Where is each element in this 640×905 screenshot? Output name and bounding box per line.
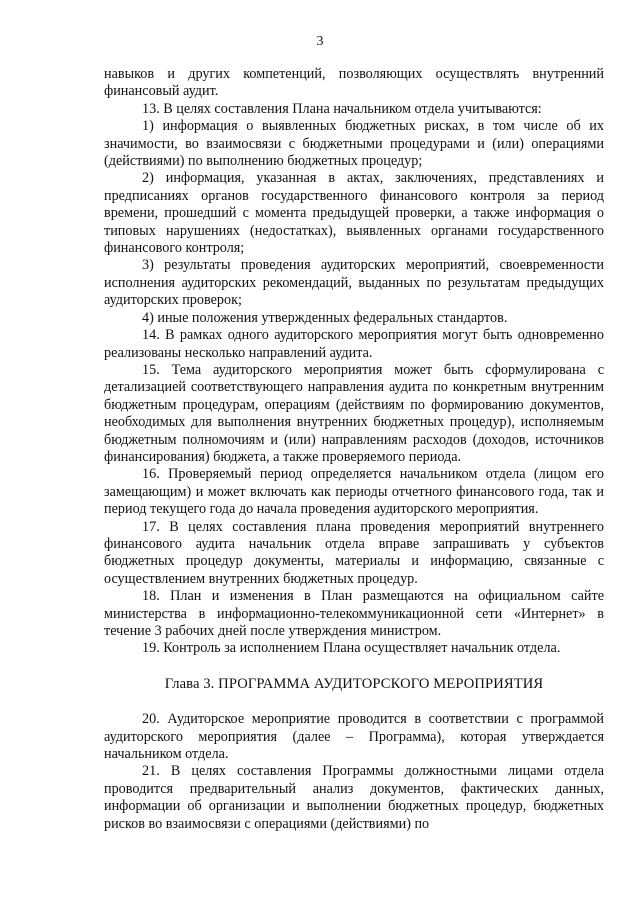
- paragraph-17: 17. В целях составления плана проведения мероприятий внутреннего финансового аудита начальник отдела вправе запрашивать у субъектов бюджетных процедур документы, материалы и информацию, связанные с осуществлением внутренних бюджетных процедур.: [104, 518, 604, 587]
- page-number: 3: [316, 34, 324, 49]
- paragraph-12-continuation: навыков и других компетенций, позволяющих осуществлять внутренний финансовый аудит.: [104, 66, 604, 100]
- paragraph-20: 20. Аудиторское мероприятие проводится в соответствии с программой аудиторского мероприятия (далее – Программа), которая утверждается начальником отдела.: [104, 711, 604, 763]
- paragraph-15: 15. Тема аудиторского мероприятия может быть сформулирована с детализацией соответствующего направления аудита по конкретным внутренним бюджетным процедурам, операциям (действиям по формированию документов, необходимых для выполнения внутренних бюджетных процедур), исполняемым бюджетным полномочиям и (или) направлениям расходов (доходов, источников финансирования) бюджета, а также проверяемого периода.: [104, 361, 604, 465]
- paragraph-19: 19. Контроль за исполнением Плана осуществляет начальник отдела.: [142, 640, 561, 657]
- document-body: [104, 66, 604, 833]
- paragraph-13-item-4: 4) иные положения утвержденных федеральных стандартов.: [142, 309, 508, 326]
- chapter-heading: Глава 3. ПРОГРАММА АУДИТОРСКОГО МЕРОПРИЯТИЯ: [164, 675, 544, 692]
- paragraph-13: 13. В целях составления Плана начальником отдела учитываются:: [142, 100, 542, 117]
- paragraph-13-item-1: 1) информация о выявленных бюджетных рисках, в том числе об их значимости, во взаимосвязи с бюджетными процедурами и (или) операциями (действиями) по выполнению бюджетных процедур;: [104, 118, 604, 170]
- paragraph-18: 18. План и изменения в План размещаются на официальном сайте министерства в информационно-телекоммуникационной сети «Интернет» в течение 3 рабочих дней после утверждения министром.: [104, 588, 604, 639]
- paragraph-14: 14. В рамках одного аудиторского мероприятия могут быть одновременно реализованы несколько направлений аудита.: [104, 327, 604, 361]
- paragraph-16: 16. Проверяемый период определяется начальником отдела (лицом его замещающим) и может включать как периоды отчетного финансового года, так и период текущего года до начала проведения аудиторского мероприятия.: [104, 466, 604, 518]
- paragraph-21: 21. В целях составления Программы должностными лицами отдела проводится предварительный анализ документов, фактических данных, информации об организации и выполнении бюджетных процедур, бюджетных рисков во взаимосвязи с операциями (действиями) по: [104, 763, 604, 832]
- paragraph-13-item-3: 3) результаты проведения аудиторских мероприятий, своевременности исполнения аудиторских рекомендаций, выданных по результатам предыдущих аудиторских проверок;: [104, 257, 604, 309]
- paragraph-13-item-2: 2) информация, указанная в актах, заключениях, представлениях и предписаниях органов государственного финансового контроля за период времени, прошедший с момента предыдущей проверки, а также информация о типовых нарушениях (недостатках), выявленных органами государственного финансового контроля;: [104, 170, 604, 257]
